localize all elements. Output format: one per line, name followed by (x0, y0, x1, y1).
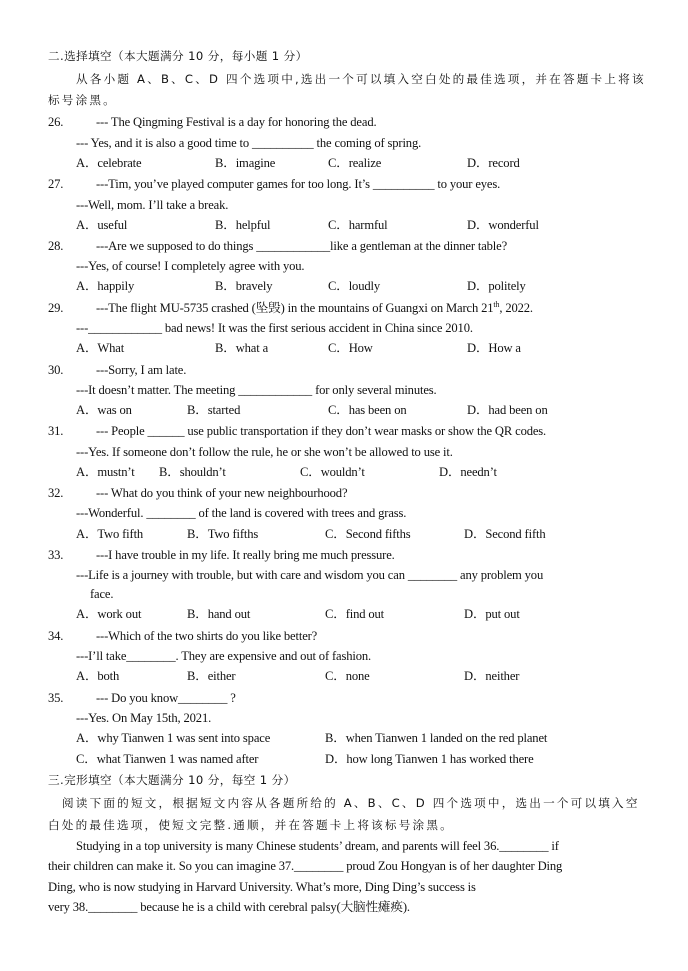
option-c: C．Second fifths (325, 527, 411, 541)
section3-heading: 三.完形填空（本大题满分 10 分，每空 1 分） (48, 773, 296, 787)
question-line: ---Which of the two shirts do you like better? (96, 629, 318, 643)
answer-line: --- Yes, and it is also a good time to __________ the coming of spring. (76, 136, 422, 150)
option-a: A．why Tianwen 1 was sent into space (76, 731, 271, 745)
option-b: B．hand out (187, 607, 251, 621)
option-d: D．wonderful (467, 218, 539, 232)
question-number: 32. (48, 486, 64, 500)
question-34 (48, 628, 317, 644)
option-c: C．has been on (328, 403, 407, 417)
option-d: D．politely (467, 279, 526, 293)
answer-line: ---Wonderful. ________ of the land is covered with trees and grass. (76, 506, 407, 520)
answer-line: ---Life is a journey with trouble, but with care and wisdom you can ________ any problem you (76, 568, 544, 582)
answer-line: ---____________ bad news! It was the first serious accident in China since 2010. (76, 321, 473, 335)
question-number: 31. (48, 424, 64, 438)
question-28 (48, 238, 507, 254)
section2-instruction-1: 从各小题 A、B、C、D 四个选项中,选出一个可以填入空白处的最佳选项，并在答题卡上将该 (76, 72, 646, 86)
ordinal-suffix: th (493, 299, 500, 309)
answer-line: ---I’ll take________. They are expensive and out of fashion. (76, 649, 372, 663)
option-b: B．either (187, 669, 236, 683)
option-d: D．record (467, 156, 520, 170)
option-a: A．useful (76, 218, 128, 232)
passage-line-1: Studying in a top university is many Chinese students’ dream, and parents will feel 36.________ if (76, 839, 559, 853)
question-line: ---The flight MU-5735 crashed (坠毁) in the mountains of Guangxi on March 21 (96, 301, 494, 315)
option-d: D．needn’t (439, 465, 497, 479)
question-line: --- People ______ use public transportation if they don’t wear masks or show the QR codes. (96, 424, 547, 438)
section3-instruction-2: 白处的最佳选项，使短文完整.通顺，并在答题卡上将该标号涂黑。 (48, 818, 454, 832)
question-line: ---Tim, you’ve played computer games for too long. It’s __________ to your eyes. (96, 177, 501, 191)
answer-line: ---Yes. On May 15th, 2021. (76, 711, 212, 725)
section2-heading: 二.选择填空（本大题满分 10 分，每小题 1 分） (48, 49, 308, 63)
option-c: C．wouldn’t (300, 465, 365, 479)
passage-line-2: their children can make it. So you can imagine 37.________ proud Zou Hongyan is of her daughter Ding (48, 859, 563, 873)
option-d: D．Second fifth (464, 527, 546, 541)
question-line: ---I have trouble in my life. It really bring me much pressure. (96, 548, 395, 562)
question-29 (48, 300, 533, 316)
option-a: A．both (76, 669, 120, 683)
option-b: B．shouldn’t (159, 465, 226, 479)
option-d: D．had been on (467, 403, 548, 417)
passage-line-3: Ding, who is now studying in Harvard University. What’s more, Ding Ding’s success is (48, 880, 476, 894)
question-number: 33. (48, 548, 64, 562)
option-c: C．realize (328, 156, 382, 170)
option-b: B．bravely (215, 279, 273, 293)
option-b: B．what a (215, 341, 269, 355)
option-b: B．imagine (215, 156, 276, 170)
question-33 (48, 547, 395, 563)
question-number: 30. (48, 363, 64, 377)
option-b: B．when Tianwen 1 landed on the red planet (325, 731, 548, 745)
question-number: 28. (48, 239, 64, 253)
option-c: C．what Tianwen 1 was named after (76, 752, 259, 766)
option-d: D．how long Tianwen 1 has worked there (325, 752, 534, 766)
answer-line: ---Yes, of course! I completely agree with you. (76, 259, 305, 273)
question-30 (48, 362, 186, 378)
question-line: ---Sorry, I am late. (96, 363, 187, 377)
option-c: C．find out (325, 607, 385, 621)
option-c: C．none (325, 669, 370, 683)
option-c: C．harmful (328, 218, 388, 232)
option-d: D．How a (467, 341, 521, 355)
question-number: 35. (48, 691, 64, 705)
question-27 (48, 176, 500, 192)
passage-line-4: very 38.________ because he is a child with cerebral palsy(大脑性瘫痪). (48, 900, 410, 914)
question-line: --- The Qingming Festival is a day for honoring the dead. (96, 115, 377, 129)
option-a: A．mustn’t (76, 465, 135, 479)
question-31 (48, 423, 546, 439)
section3-instruction-1: 阅读下面的短文，根据短文内容从各题所给的 A、B、C、D 四个选项中，选出一个可以填入空 (62, 796, 640, 810)
option-b: B．Two fifths (187, 527, 259, 541)
question-line-end: , 2022. (499, 301, 533, 315)
answer-line-continued: face. (90, 587, 114, 601)
question-26 (48, 114, 376, 130)
answer-line: ---It doesn’t matter. The meeting ____________ for only several minutes. (76, 383, 437, 397)
question-line: ---Are we supposed to do things ____________like a gentleman at the dinner table? (96, 239, 508, 253)
option-c: C．How (328, 341, 373, 355)
question-line: --- What do you think of your new neighbourhood? (96, 486, 348, 500)
answer-line: ---Yes. If someone don’t follow the rule, he or she won’t be allowed to use it. (76, 445, 453, 459)
option-d: D．put out (464, 607, 520, 621)
question-number: 26. (48, 115, 64, 129)
option-a: A．work out (76, 607, 142, 621)
question-32 (48, 485, 347, 501)
option-a: A．was on (76, 403, 132, 417)
answer-line: ---Well, mom. I’ll take a break. (76, 198, 229, 212)
option-c: C．loudly (328, 279, 380, 293)
question-number: 34. (48, 629, 64, 643)
section2-instruction-2: 标号涂黑。 (48, 93, 117, 107)
option-a: A．What (76, 341, 125, 355)
question-line: --- Do you know________ ? (96, 691, 236, 705)
option-b: B．started (187, 403, 241, 417)
option-a: A．happily (76, 279, 135, 293)
question-number: 29. (48, 301, 64, 315)
question-number: 27. (48, 177, 64, 191)
option-b: B．helpful (215, 218, 271, 232)
option-d: D．neither (464, 669, 520, 683)
question-35 (48, 690, 236, 706)
option-a: A．Two fifth (76, 527, 144, 541)
option-a: A．celebrate (76, 156, 142, 170)
